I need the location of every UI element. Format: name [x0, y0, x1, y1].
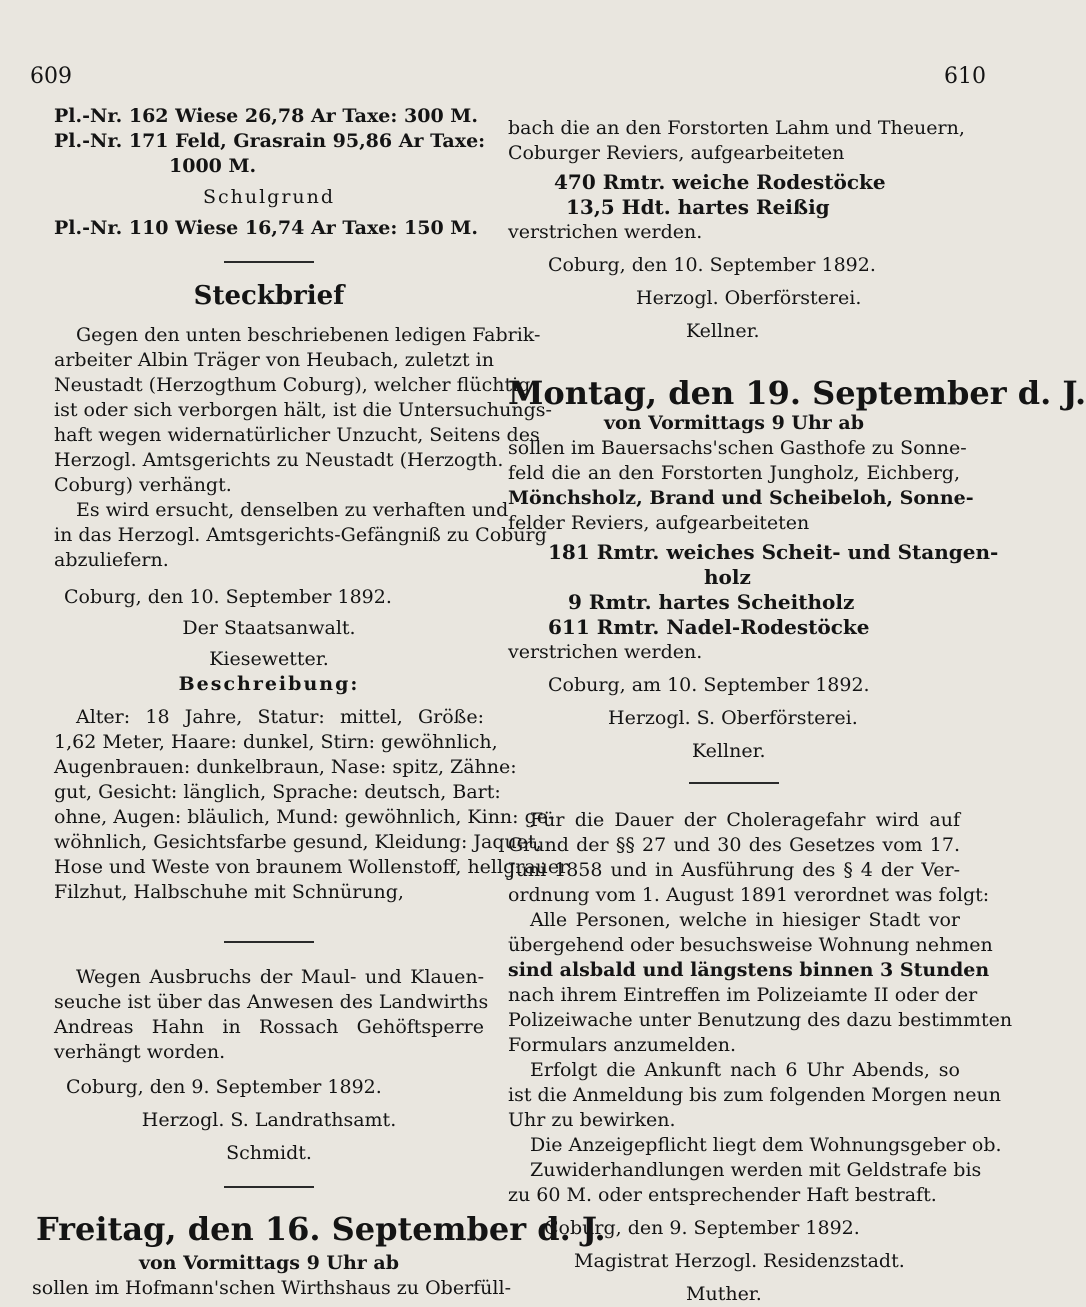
- text-line: Polizeiwache unter Benutzung des dazu bestimmten: [508, 1009, 1013, 1032]
- signer-name: Schmidt.: [226, 1142, 312, 1164]
- item-list: [508, 170, 960, 220]
- text-line: Filzhut, Halbschuhe mit Schnürung,: [54, 881, 404, 903]
- text-line: 1,62 Meter, Haare: dunkel, Stirn: gewöhnlich,: [54, 731, 498, 753]
- plot-list: [54, 104, 484, 179]
- right-column: [508, 116, 1086, 1307]
- steckbrief-date: Coburg, den 10. September 1892.: [64, 586, 392, 608]
- text-line: Zuwiderhandlungen werden mit Geldstrafe bis: [530, 1159, 982, 1182]
- text-line: ist die Anmeldung bis zum folgenden Morgen neun: [508, 1084, 1001, 1107]
- item-line: 13,5 Hdt. hartes Reißig: [566, 195, 830, 219]
- signer-title: Herzogl. Oberförsterei.: [636, 287, 862, 309]
- text-line: Augenbrauen: dunkelbraun, Nase: spitz, Zähne:: [54, 756, 517, 778]
- text-line: haft wegen widernatürlicher Unzucht, Seitens des: [54, 424, 540, 446]
- cholera-notice: [508, 808, 1013, 1208]
- text-line: felder Reviers, aufgearbeiteten: [508, 512, 810, 535]
- divider: [689, 782, 779, 784]
- page-number-right: 610: [944, 64, 986, 89]
- steckbrief-title: Steckbrief: [193, 281, 345, 311]
- text-line: sollen im Bauersachs'schen Gasthofe zu Sonne-: [508, 437, 967, 460]
- item-line: 611 Rmtr. Nadel-Rodestöcke: [548, 615, 870, 640]
- signer-title: Herzogl. S. Oberförsterei.: [608, 707, 858, 730]
- text-line: ohne, Augen: bläulich, Mund: gewöhnlich, Kinn: ge-: [54, 806, 555, 828]
- text-line: nach ihrem Eintreffen im Polizeiamte II oder der: [508, 984, 978, 1007]
- text-line: zu 60 M. oder entsprechender Haft bestraft.: [508, 1184, 937, 1207]
- signer-name: Kellner.: [686, 320, 760, 342]
- text-line: Andreas Hahn in Rossach Gehöftsperre: [54, 1016, 484, 1038]
- montag-headline: Montag, den 19. September d. J.: [508, 374, 1086, 412]
- item-line: 470 Rmtr. weiche Rodestöcke: [554, 170, 886, 194]
- text-line: Formulars anzumelden.: [508, 1034, 737, 1057]
- text-line: in das Herzogl. Amtsgerichts-Gefängniß zu Coburg: [54, 524, 547, 546]
- text-line: Mönchsholz, Brand und Scheibeloh, Sonne-: [508, 487, 974, 510]
- text-line: verstrichen werden.: [508, 641, 703, 664]
- plot-entry: Pl.-Nr. 110 Wiese 16,74 Ar Taxe: 150 M.: [54, 217, 478, 239]
- signer-title: Magistrat Herzogl. Residenzstadt.: [574, 1250, 905, 1273]
- text-line: ordnung vom 1. August 1891 verordnet was folgt:: [508, 884, 990, 907]
- text-line: Gegen den unten beschriebenen ledigen Fabrik-: [76, 324, 541, 346]
- beschreibung-body: [54, 705, 569, 905]
- item-line: holz: [704, 565, 751, 590]
- divider: [224, 261, 314, 263]
- text-line: Erfolgt die Ankunft nach 6 Uhr Abends, so: [530, 1059, 960, 1082]
- plot-entry: Pl.-Nr. 162 Wiese 26,78 Ar Taxe: 300 M.: [54, 105, 478, 127]
- text-line: Uhr zu bewirken.: [508, 1109, 676, 1132]
- signer-name: Kellner.: [692, 740, 766, 763]
- text-line: Neustadt (Herzogthum Coburg), welcher flüchtig: [54, 374, 531, 396]
- text-line: Es wird ersucht, denselben zu verhaften und: [76, 499, 509, 521]
- text-line: Coburger Reviers, aufgearbeiteten: [508, 142, 845, 164]
- schulgrund-heading: Schulgrund: [202, 186, 336, 208]
- divider: [224, 941, 314, 943]
- text-line: ist oder sich verborgen hält, ist die Untersuchungs-: [54, 399, 552, 421]
- page-number-left: 609: [30, 64, 72, 89]
- steckbrief-body: [54, 323, 552, 573]
- signer-title: Der Staatsanwalt.: [182, 617, 356, 639]
- seuche-date: Coburg, den 9. September 1892.: [66, 1076, 382, 1098]
- divider: [224, 1186, 314, 1188]
- text-line: sollen im Hofmann'schen Wirthshaus zu Oberfüll-: [32, 1277, 511, 1300]
- text-line: wöhnlich, Gesichtsfarbe gesund, Kleidung: Jaquet,: [54, 831, 542, 853]
- text-line: Hose und Weste von braunem Wollenstoff, hellgrauer: [54, 856, 569, 878]
- signer-title: Herzogl. S. Landrathsamt.: [141, 1109, 397, 1131]
- text-line: feld die an den Forstorten Jungholz, Eichberg,: [508, 462, 960, 485]
- montag-subheading: von Vormittags 9 Uhr ab: [603, 412, 865, 435]
- text-line: arbeiter Albin Träger von Heubach, zuletzt in: [54, 349, 494, 371]
- text-line: bach die an den Forstorten Lahm und Theuern,: [508, 117, 965, 139]
- text-line: Alle Personen, welche in hiesiger Stadt vor: [530, 909, 960, 932]
- text-line: Grund der §§ 27 und 30 des Gesetzes vom 17.: [508, 834, 960, 857]
- signer-name: Kiesewetter.: [209, 648, 329, 670]
- text-line: abzuliefern.: [54, 549, 169, 571]
- item-list: [508, 540, 999, 640]
- date-line: Coburg, am 10. September 1892.: [548, 674, 870, 697]
- text-line: Herzogl. Amtsgerichts zu Neustadt (Herzogth.: [54, 449, 504, 471]
- montag-notice: [508, 436, 974, 536]
- seuche-notice: [54, 965, 489, 1065]
- text-line: verstrichen werden.: [508, 221, 703, 243]
- freitag-headline: Freitag, den 16. September d. J.: [36, 1210, 606, 1248]
- text-line: gut, Gesicht: länglich, Sprache: deutsch, Bart:: [54, 781, 501, 803]
- item-line: 9 Rmtr. hartes Scheitholz: [568, 590, 855, 615]
- text-line: Wegen Ausbruchs der Maul- und Klauen-: [76, 966, 484, 988]
- beschreibung-heading: Beschreibung:: [178, 673, 360, 695]
- text-line: seuche ist über das Anwesen des Landwirths: [54, 991, 489, 1013]
- text-line: Für die Dauer der Choleragefahr wird auf: [530, 809, 960, 832]
- text-line: übergehend oder besuchsweise Wohnung nehmen: [508, 934, 993, 957]
- text-line: Coburg) verhängt.: [54, 474, 232, 496]
- item-line: 181 Rmtr. weiches Scheit- und Stangen-: [548, 540, 999, 565]
- date-line: Coburg, den 9. September 1892.: [544, 1217, 860, 1240]
- plot-entry: 1000 M.: [169, 155, 257, 177]
- plot-entry: Pl.-Nr. 171 Feld, Grasrain 95,86 Ar Taxe:: [54, 130, 486, 152]
- text-line: Juni 1858 und in Ausführung des § 4 der Ver-: [508, 859, 960, 882]
- text-line: Alter: 18 Jahre, Statur: mittel, Größe:: [76, 706, 484, 728]
- date-line: Coburg, den 10. September 1892.: [548, 254, 876, 276]
- text-line: Die Anzeigepflicht liegt dem Wohnungsgeber ob.: [530, 1134, 1002, 1157]
- signer-name: Muther.: [686, 1283, 762, 1306]
- text-line: sind alsbald und längstens binnen 3 Stunden: [508, 959, 990, 982]
- freitag-subheading: von Vormittags 9 Uhr ab: [138, 1252, 400, 1275]
- text-line: verhängt worden.: [54, 1041, 226, 1063]
